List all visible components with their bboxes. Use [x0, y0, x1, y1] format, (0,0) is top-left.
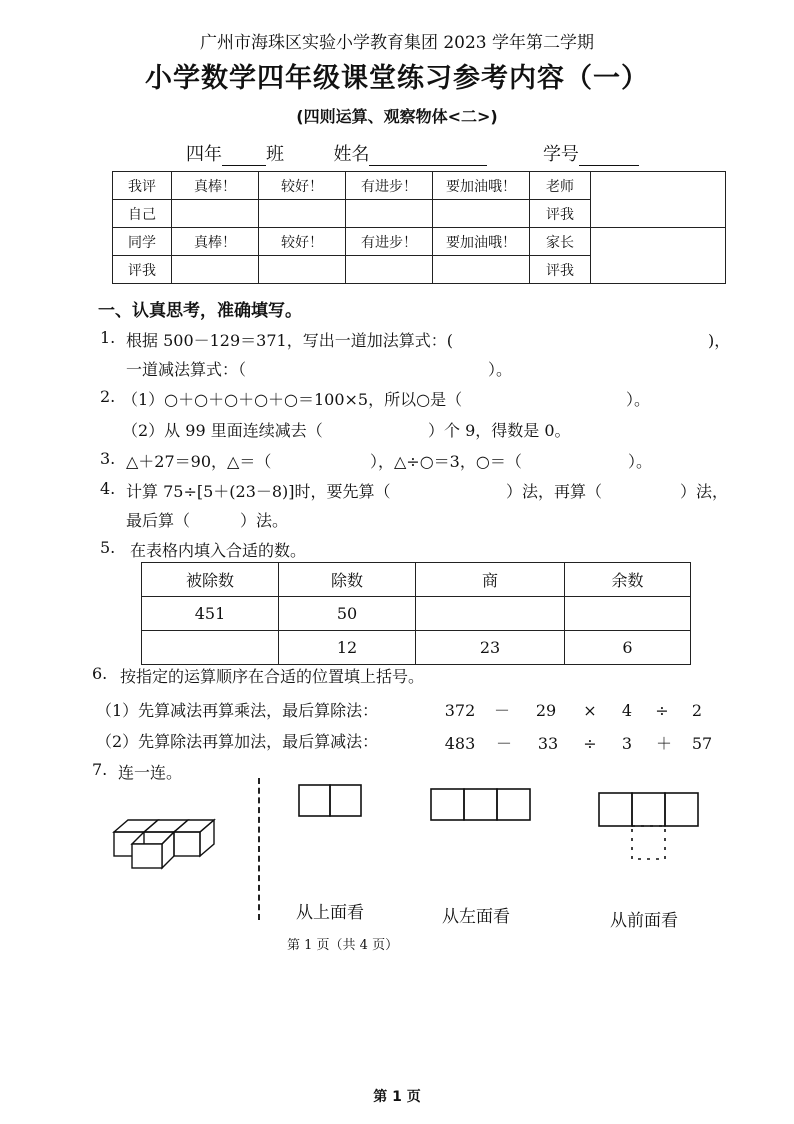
view-label-top: 从上面看 — [296, 903, 364, 923]
peer-eval-cell[interactable] — [346, 256, 433, 284]
question-4-end: ）法， — [680, 482, 729, 501]
self-eval-cell[interactable] — [259, 200, 346, 228]
question-2-1-end: ）。 — [626, 390, 651, 409]
expression-1 — [440, 698, 712, 721]
expr-operator: ÷ — [655, 701, 669, 720]
table-cell: 451 — [142, 597, 279, 631]
self-eval-cell[interactable] — [172, 200, 259, 228]
question-6-1: （1）先算减法再算乘法，最后算除法： — [96, 701, 379, 720]
question-number: 7. — [92, 760, 108, 779]
section-title: 一、认真思考，准确填写。 — [98, 301, 302, 321]
expr-operator: ÷ — [583, 734, 597, 753]
number-field[interactable] — [579, 147, 639, 166]
expr-operator: － — [493, 701, 510, 720]
parent-eval-cell[interactable] — [591, 228, 726, 284]
page-title: 小学数学四年级课堂练习参考内容（一） — [145, 63, 649, 94]
rating-progress: 有进步！ — [346, 228, 433, 256]
self-eval-label-b: 自己 — [113, 200, 172, 228]
expr-term: 33 — [537, 734, 559, 753]
number-label: 学号 — [542, 144, 579, 165]
front-view-shape — [598, 792, 700, 860]
question-number: 5. — [100, 538, 116, 557]
question-3-end: ）。 — [628, 452, 653, 471]
name-label: 姓名 — [333, 144, 370, 165]
rating-good: 较好！ — [259, 228, 346, 256]
self-eval-label-a: 我评 — [113, 172, 172, 200]
table-cell: 12 — [279, 631, 416, 665]
student-info — [186, 140, 639, 166]
question-3: △＋27＝90，△＝（ — [126, 452, 272, 471]
grade-label: 四年 — [186, 144, 222, 165]
table-cell: 23 — [416, 631, 565, 665]
name-field[interactable] — [369, 147, 487, 166]
self-eval-cell[interactable] — [433, 200, 530, 228]
question-number: 2. — [100, 387, 116, 406]
expr-term: 3 — [621, 734, 633, 753]
peer-eval-cell[interactable] — [259, 256, 346, 284]
question-6: 按指定的运算顺序在合适的位置填上括号。 — [120, 667, 425, 686]
question-1-line2: 一道减法算式：（ — [126, 360, 247, 379]
header-dividend: 被除数 — [142, 563, 279, 597]
page-subtitle: (四则运算、观察物体<二>) — [296, 107, 498, 126]
parent-eval-label-b: 评我 — [530, 256, 591, 284]
question-1-line1: 根据 500－129＝371，写出一道加法算式：( — [126, 331, 453, 350]
question-4-line2-end: ）法。 — [240, 511, 289, 530]
question-number: 1. — [100, 328, 116, 347]
header-divisor: 除数 — [279, 563, 416, 597]
rating-good: 较好！ — [259, 172, 346, 200]
rating-great: 真棒！ — [172, 172, 259, 200]
expr-operator: ＋ — [655, 734, 672, 753]
teacher-eval-label-b: 评我 — [530, 200, 591, 228]
question-7: 连一连。 — [118, 763, 183, 782]
teacher-eval-cell[interactable] — [591, 172, 726, 228]
view-label-front: 从前面看 — [610, 911, 678, 931]
table-cell: 50 — [279, 597, 416, 631]
rating-great: 真棒！ — [172, 228, 259, 256]
question-2-2-end: ）个 9，得数是 0。 — [428, 421, 571, 440]
answer-cell[interactable] — [142, 631, 279, 665]
question-4-line2: 最后算（ — [126, 511, 191, 530]
self-eval-cell[interactable] — [346, 200, 433, 228]
question-number: 4. — [100, 479, 116, 498]
expr-term: 483 — [444, 734, 476, 753]
view-label-left: 从左面看 — [442, 907, 510, 927]
parent-eval-label-a: 家长 — [530, 228, 591, 256]
expr-operator: － — [495, 734, 512, 753]
peer-eval-label-b: 评我 — [113, 256, 172, 284]
class-field[interactable] — [222, 147, 266, 166]
table-cell: 6 — [565, 631, 691, 665]
answer-cell[interactable] — [416, 597, 565, 631]
evaluation-table — [112, 171, 726, 284]
expr-term: 4 — [621, 701, 633, 720]
question-1-line2-end: ）。 — [488, 360, 513, 379]
expr-term: 57 — [691, 734, 713, 753]
question-2-2: （2）从 99 里面连续减去（ — [122, 421, 323, 440]
expr-term: 29 — [535, 701, 557, 720]
left-view-shape — [430, 788, 532, 822]
answer-cell[interactable] — [565, 597, 691, 631]
question-number: 3. — [100, 449, 116, 468]
header-quotient: 商 — [416, 563, 565, 597]
rating-try-harder: 要加油哦！ — [433, 228, 530, 256]
question-6-2: （2）先算除法再算加法，最后算减法： — [96, 732, 379, 751]
question-3-mid: ），△÷○＝3，○＝（ — [370, 452, 522, 471]
divider-line — [258, 778, 260, 920]
top-view-shape — [298, 784, 362, 818]
question-2-1: （1）○＋○＋○＋○＋○＝100×5，所以○是（ — [122, 390, 463, 409]
division-table — [141, 562, 691, 665]
question-4-mid: ）法，再算（ — [506, 482, 603, 501]
rating-try-harder: 要加油哦！ — [433, 172, 530, 200]
rating-progress: 有进步！ — [346, 172, 433, 200]
school-header: 广州市海珠区实验小学教育集团 2023 学年第二学期 — [199, 33, 595, 53]
question-5: 在表格内填入合适的数。 — [130, 541, 307, 560]
class-label: 班 — [266, 144, 284, 165]
page-info: 第 1 页（共 4 页） — [287, 938, 399, 953]
expr-operator: × — [583, 701, 597, 720]
expression-2 — [440, 731, 718, 754]
expr-term: 2 — [691, 701, 703, 720]
peer-eval-cell[interactable] — [172, 256, 259, 284]
peer-eval-label-a: 同学 — [113, 228, 172, 256]
question-number: 6. — [92, 664, 108, 683]
question-4-line1: 计算 75÷[5＋(23－8)]时，要先算（ — [126, 482, 391, 501]
question-1-line1-end: )， — [708, 331, 731, 350]
cube-block-figure — [110, 812, 220, 872]
peer-eval-cell[interactable] — [433, 256, 530, 284]
expr-term: 372 — [444, 701, 476, 720]
page-number: 第 1 页 — [373, 1089, 421, 1105]
teacher-eval-label-a: 老师 — [530, 172, 591, 200]
header-remainder: 余数 — [565, 563, 691, 597]
